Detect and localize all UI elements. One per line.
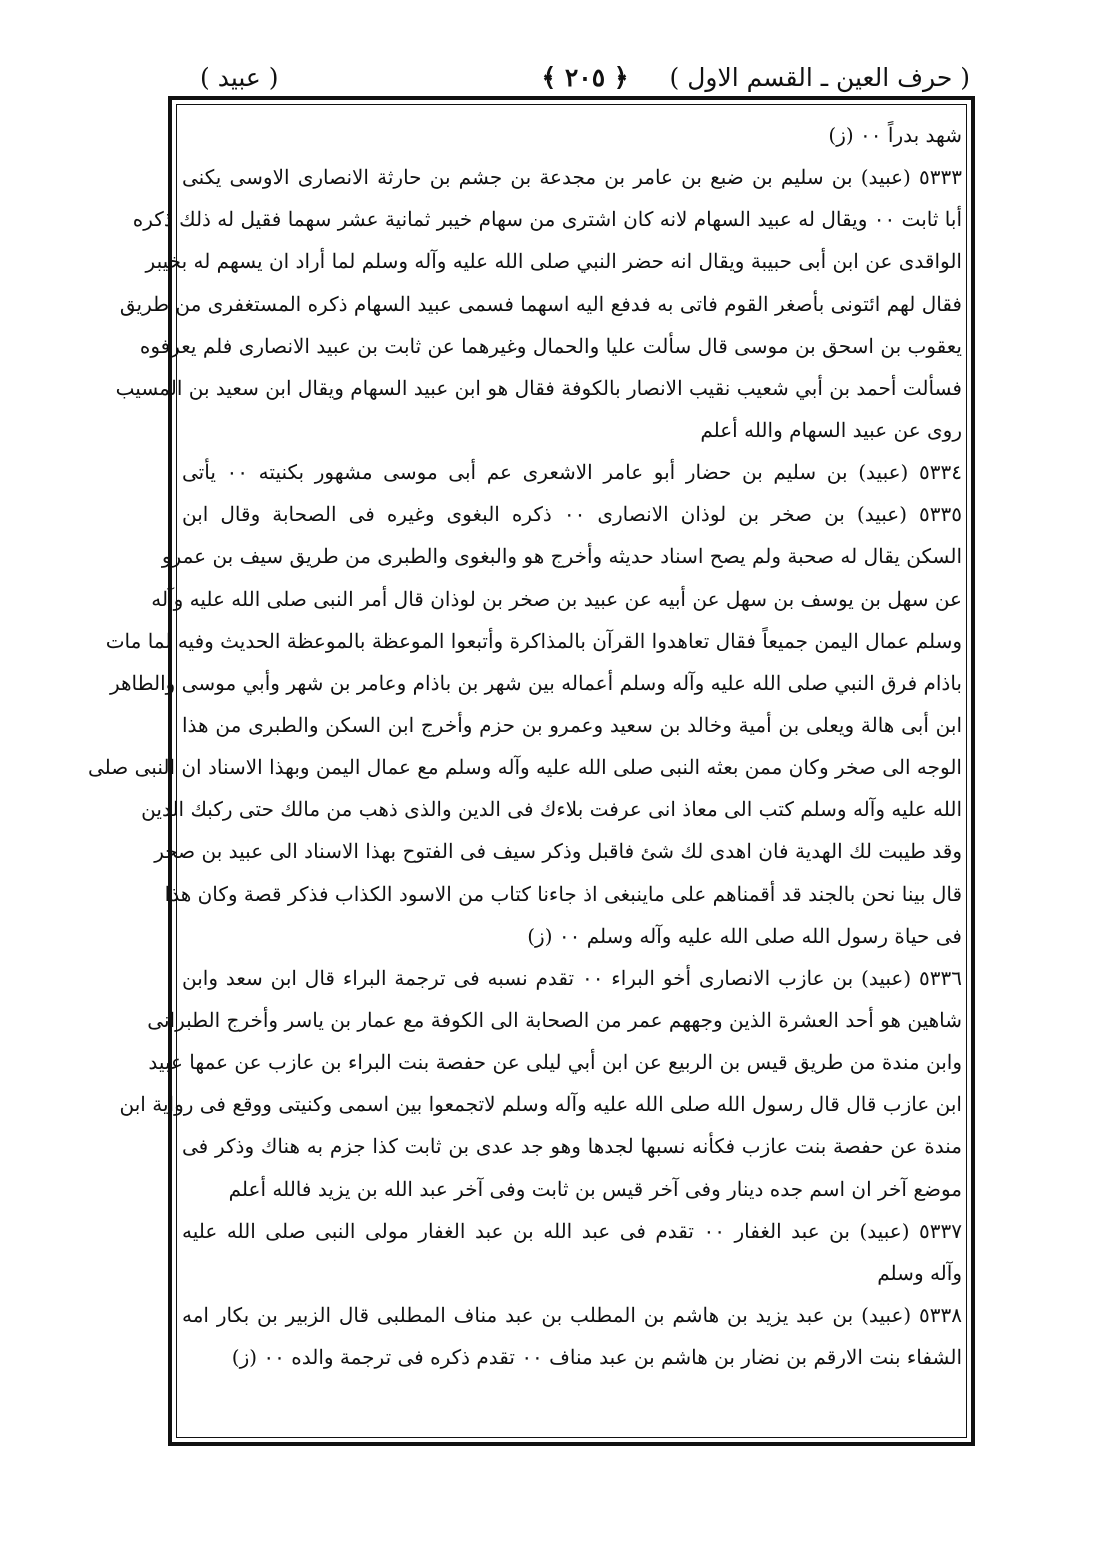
text-line: روى عن عبيد السهام والله أعلم	[700, 417, 962, 442]
text-line: شهد بدراً ٠٠ (ز)	[828, 123, 962, 147]
text-line: شاهين هو أحد العشرة الذين وجههم عمر من الصحابة الى الكوفة مع عمار بن ياسر وأخرج الطبرانى	[147, 1007, 962, 1032]
text-line: ٥٣٣٦ (عبيد) بن عازب الانصارى أخو البراء ٠٠ تقدم نسبه فى ترجمة البراء قال ابن سعد وابن	[182, 965, 962, 990]
page-header	[200, 58, 970, 98]
text-line: قال بينا نحن بالجند قد أقمناهم على ماينبغى اذ جاءنا كتاب من الاسود الكذاب فذكر قصة وكان هذا	[164, 881, 962, 906]
text-line: ابن عازب قال قال رسول الله صلى الله عليه وآله وسلم لاتجمعوا بين اسمى وكنيتى ووقع فى رواية ابن	[119, 1092, 962, 1117]
text-line: عن سهل بن يوسف بن سهل عن أبيه عن عبيد بن صخر بن لوذان قال أمر النبى صلى الله عليه وآله	[151, 586, 962, 611]
text-line: ٥٣٣٤ (عبيد) بن سليم بن حضار أبو عامر الاشعرى عم أبى موسى مشهور بكنيته ٠٠ يأتى	[182, 460, 962, 485]
running-head-section: ( حرف العين ـ القسم الاول )	[669, 63, 970, 92]
text-line: ابن أبى هالة ويعلى بن أمية وخالد بن سعيد وعمرو بن حزم وأخرج ابن السكن والطبرى من هذا	[182, 712, 963, 737]
text-line: وقد طيبت لك الهدية فان اهدى لك شئ فاقبل وذكر سيف فى الفتوح بهذا الاسناد الى عبيد بن صخر	[154, 839, 962, 864]
text-line: الواقدى عن ابن أبى حبيبة ويقال انه حضر النبي صلى الله عليه وآله وسلم لما أراد ان يسهم له بخيبر	[145, 249, 962, 274]
text-line: فسألت أحمد بن أبي شعيب نقيب الانصار بالكوفة فقال هو ابن عبيد السهام ويقال ابن سعيد بن المسيب	[115, 375, 962, 400]
text-line: الله عليه وآله وسلم كتب الى معاذ انى عرفت بلاءك فى الدين والذى ذهب من مالك حتى ركبك الدين	[141, 797, 962, 822]
text-line: يعقوب بن اسحق بن موسى قال سألت عليا والحمال وغيرهما عن ثابت بن عبيد الانصارى فلم يعرفوه	[139, 333, 962, 358]
text-line: موضع آخر ان اسم جده دينار وفى آخر قيس بن ثابت وفى آخر عبد الله بن يزيد فالله أعلم	[228, 1176, 962, 1201]
text-line: ٥٣٣٣ (عبيد) بن سليم بن ضبع بن عامر بن مجدعة بن جشم بن حارثة الانصارى الاوسى يكنى	[182, 165, 962, 190]
text-line: فى حياة رسول الله صلى الله عليه وآله وسلم ٠٠ (ز)	[527, 923, 962, 948]
body-text	[87, 114, 963, 1378]
text-line: الشفاء بنت الارقم بن نضار بن هاشم بن عبد مناف ٠٠ تقدم ذكره فى ترجمة والده ٠٠ (ز)	[231, 1345, 962, 1370]
text-line: وآله وسلم	[877, 1260, 962, 1285]
text-line: مندة عن حفصة بنت عازب فكأنه نسبها لجدها وهو جد عدى بن ثابت كذا جزم به هناك وذكر فى	[182, 1134, 962, 1159]
text-line: ٥٣٣٥ (عبيد) بن صخر بن لوذان الانصارى ٠٠ ذكره البغوى وغيره فى الصحابة وقال ابن	[182, 502, 962, 527]
running-head-entry: ( عبيد )	[200, 63, 279, 92]
text-line: وابن مندة من طريق قيس بن الربيع عن ابن أبي ليلى عن حفصة بنت البراء بن عازب عن عمها عبيد	[148, 1050, 962, 1075]
text-line: فقال لهم ائتونى بأصغر القوم فاتى به فدفع اليه اسهما فسمى عبيد السهام ذكره المستغفرى من طريق	[119, 291, 962, 316]
page-number: ﴿ ٢٠٥ ﴾	[541, 63, 629, 92]
text-line: أبا ثابت ٠٠ ويقال له عبيد السهام لانه كان اشترى من سهام خيبر ثمانية عشر سهما فقيل له ذلك ذكره	[132, 207, 962, 232]
text-line: السكن يقال له صحبة ولم يصح اسناد حديثه وأخرج هو والبغوى والطبرى من طريق سيف بن عمرو	[161, 544, 962, 569]
text-line: وسلم عمال اليمن جميعاً فقال تعاهدوا القرآن بالمذاكرة وأتبعوا الموعظة بالموعظة الحديث وفيه لما مات	[105, 628, 962, 653]
text-line: ٥٣٣٨ (عبيد) بن عبد يزيد بن هاشم بن المطلب بن عبد مناف المطلبى قال الزبير بن بكار امه	[182, 1302, 962, 1327]
text-line: باذام فرق النبي صلى الله عليه وآله وسلم أعماله بين شهر بن باذام وعامر بن شهر وأبي موسى والطاهر	[109, 670, 962, 695]
text-line: ٥٣٣٧ (عبيد) بن عبد الغفار ٠٠ تقدم فى عبد الله بن عبد الغفار مولى النبى صلى الله عليه	[182, 1218, 962, 1243]
text-line: الوجه الى صخر وكان ممن بعثه النبى صلى الله عليه وآله وسلم مع عمال اليمن وبهذا الاسناد ان النبى صلى	[87, 755, 962, 780]
